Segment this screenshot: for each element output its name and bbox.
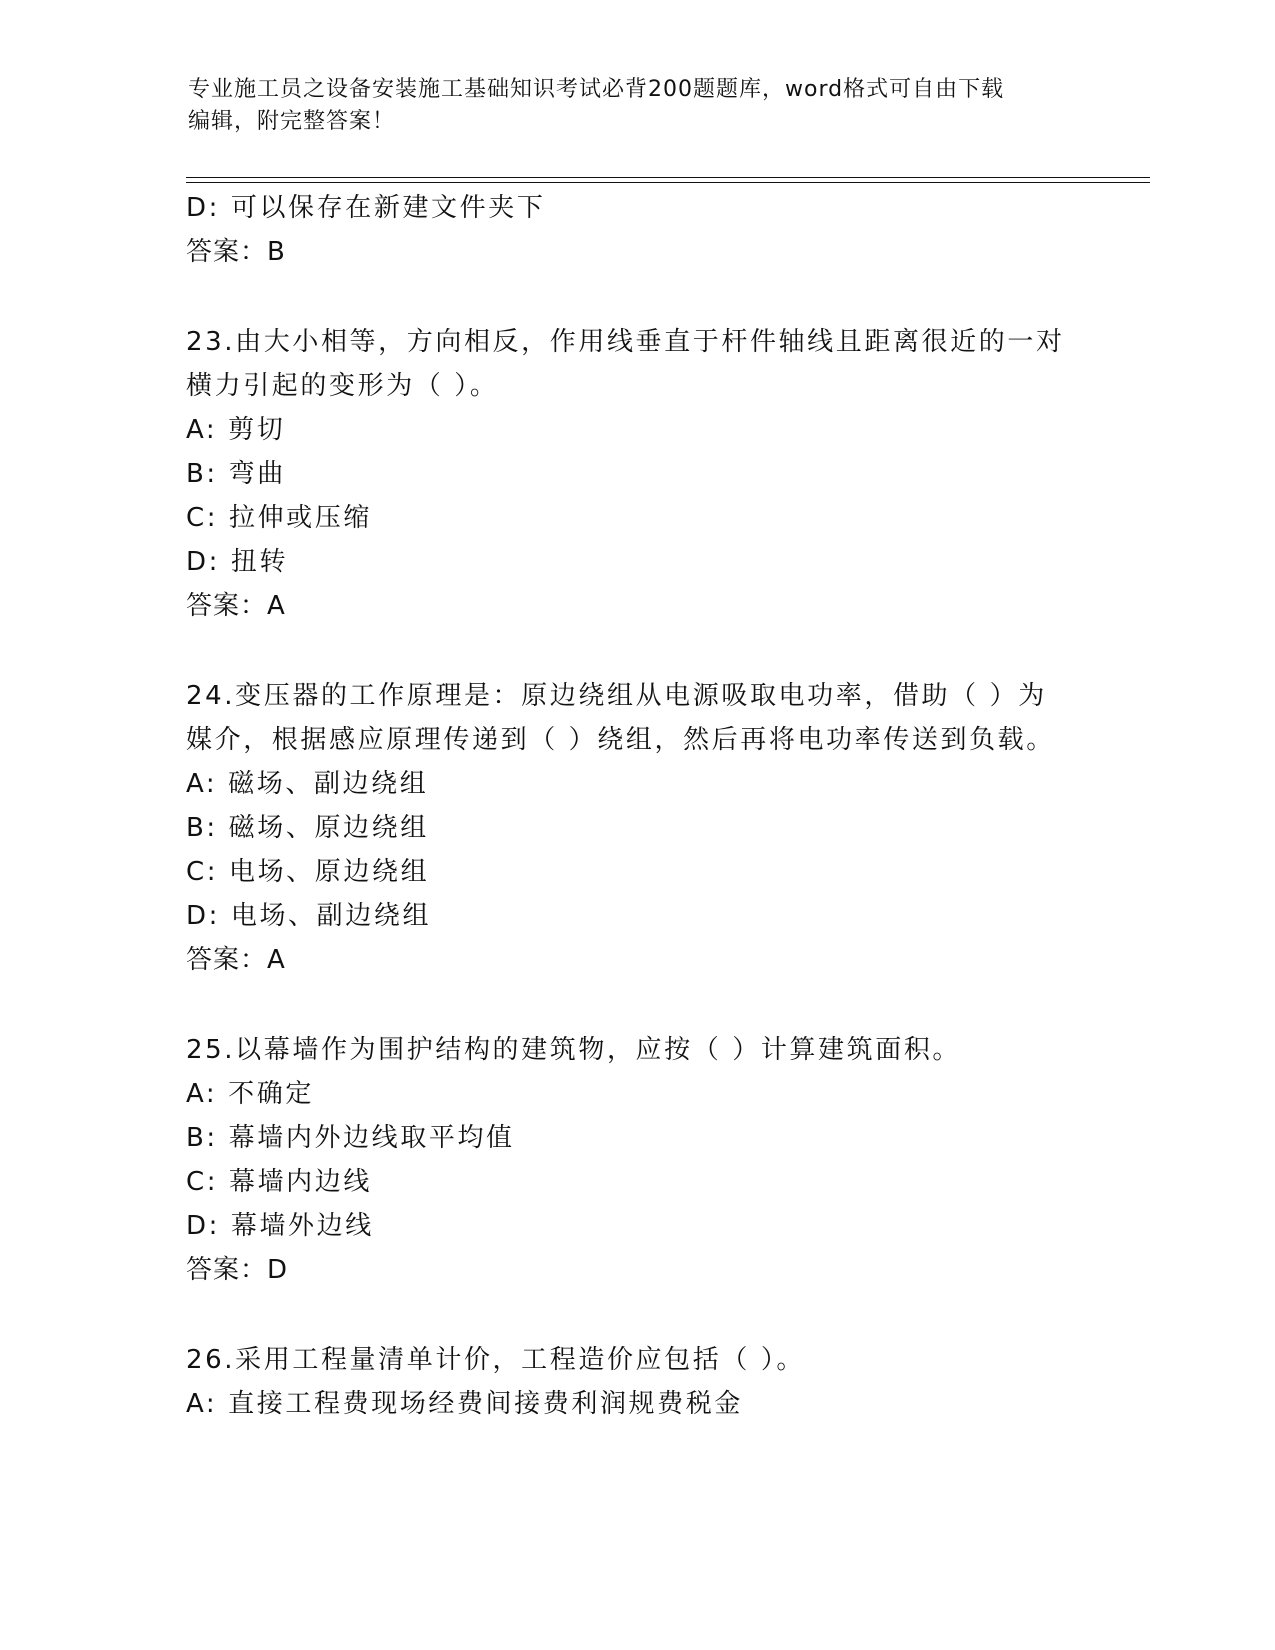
- question-23-option-d: D: 扭转: [186, 547, 289, 577]
- document-header: [188, 74, 1068, 138]
- question-26-option-a: A: 直接工程费现场经费间接费利润规费税金: [186, 1389, 743, 1419]
- header-divider-top: [186, 177, 1150, 178]
- question-25-option-a: A: 不确定: [186, 1079, 314, 1109]
- question-24-option-a: A: 磁场、副边绕组: [186, 769, 429, 799]
- question-23-answer: 答案：A: [186, 591, 286, 621]
- option-d-carryover: D: 可以保存在新建文件夹下: [186, 193, 546, 223]
- header-title-line-1: 专业施工员之设备安装施工基础知识考试必背200题题库，word格式可自由下载: [188, 77, 1005, 102]
- header-title-line-2: 编辑，附完整答案！: [188, 109, 396, 134]
- question-24-option-b: B: 磁场、原边绕组: [186, 813, 429, 843]
- question-25-stem: 25.以幕墙作为围护结构的建筑物，应按（ ）计算建筑面积。: [186, 1035, 962, 1065]
- question-23-stem-line-1: 23.由大小相等，方向相反，作用线垂直于杆件轴线且距离很近的一对: [186, 327, 1065, 357]
- question-25-option-b: B: 幕墙内外边线取平均值: [186, 1123, 515, 1153]
- header-divider-bottom: [186, 182, 1150, 183]
- answer-carryover: 答案：B: [186, 237, 286, 267]
- question-26-stem: 26.采用工程量清单计价，工程造价应包括（ ）。: [186, 1345, 806, 1375]
- question-24-answer: 答案：A: [186, 945, 286, 975]
- question-25-option-d: D: 幕墙外边线: [186, 1211, 374, 1241]
- question-24-stem-line-2: 媒介，根据感应原理传递到（ ）绕组，然后再将电功率传送到负载。: [186, 725, 1055, 755]
- question-25-answer: 答案：D: [186, 1255, 289, 1285]
- question-23-option-b: B: 弯曲: [186, 459, 286, 489]
- question-24-stem-line-1: 24.变压器的工作原理是：原边绕组从电源吸取电功率，借助（ ）为: [186, 681, 1047, 711]
- question-23-stem-line-2: 横力引起的变形为（ ）。: [186, 371, 499, 401]
- question-23-option-c: C: 拉伸或压缩: [186, 503, 372, 533]
- question-24-option-d: D: 电场、副边绕组: [186, 901, 432, 931]
- question-23-option-a: A: 剪切: [186, 415, 286, 445]
- question-24-option-c: C: 电场、原边绕组: [186, 857, 430, 887]
- question-25-option-c: C: 幕墙内边线: [186, 1167, 372, 1197]
